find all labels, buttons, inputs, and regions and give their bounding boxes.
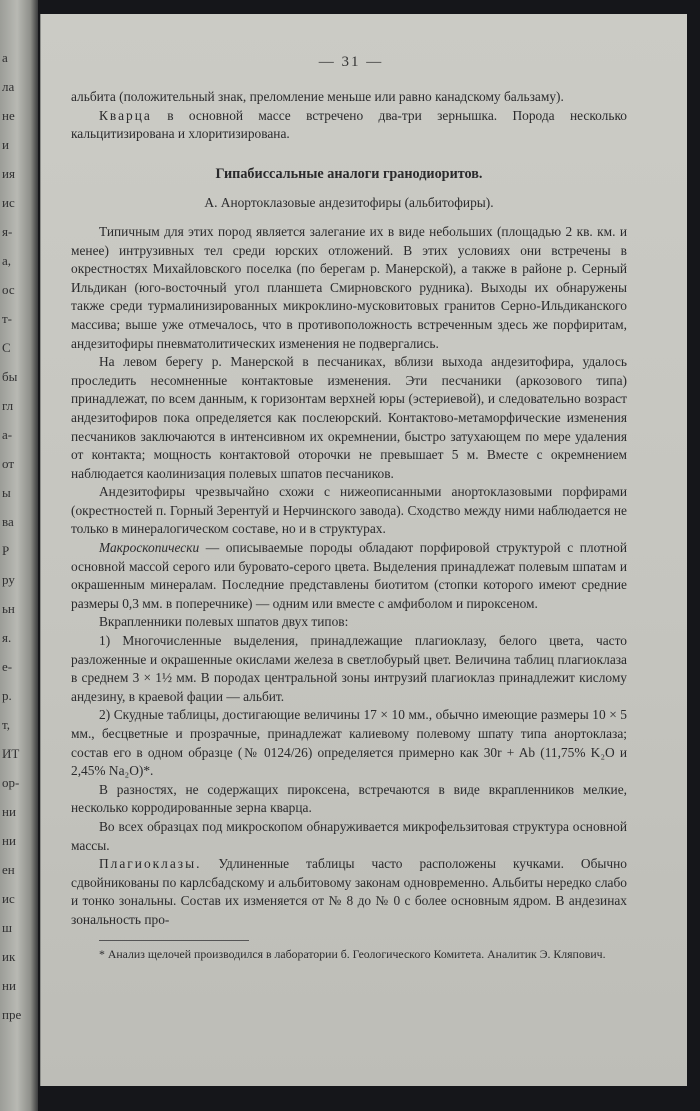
previous-page-fragment: бы — [2, 369, 18, 384]
section-title: Гипабиссальные аналоги гранодиоритов. — [215, 165, 483, 182]
paragraph-quartz — [71, 107, 627, 144]
previous-page-fragment: я. — [2, 630, 12, 645]
previous-page-fragment: ИТ — [2, 746, 20, 761]
footnote-rule — [99, 940, 249, 941]
previous-page-fragment: ьн — [2, 601, 15, 616]
previous-page-fragment: гл — [2, 398, 14, 413]
previous-page-fragment: ен — [2, 862, 15, 877]
previous-page-fragment: ни — [2, 804, 16, 819]
previous-page-fragment: от — [2, 456, 15, 471]
body-paragraph-groundmass: Во всех образцах под микроскопом обнаруживается микрофельзитовая структура основной массы. — [71, 818, 627, 853]
body-paragraph-type-2: 2) Скудные таблицы, достигающие величины 17 × 10 мм., обычно имеющие размеры 10 × 5 мм., бесцветные и прозрачные, принадлежат калиевому полевому шпату типа анортоклаза; состав его в одном образце (№ 0124/26) определяется примерно как 30r + Ab (11,75% K₂O и 2,45% Na₂O)*. — [71, 707, 627, 779]
previous-page-fragment: а, — [2, 253, 12, 268]
previous-page-fragment: я- — [2, 224, 13, 239]
paragraph-quartz-text: в основной массе встречено два-три зернышка. Порода несколько кальцитизирована и хлоритизирована. — [71, 107, 627, 142]
previous-page-fragment: ни — [2, 833, 16, 848]
previous-page-fragment: ла — [2, 79, 15, 94]
previous-page-edge — [0, 0, 38, 1111]
previous-page-fragment: ва — [2, 514, 14, 529]
previous-page-fragment: С — [2, 340, 11, 355]
previous-page-fragment: ни — [2, 978, 16, 993]
previous-page-fragment: а- — [2, 427, 13, 442]
previous-page-fragment: ш — [2, 920, 13, 935]
previous-page-fragment: a — [2, 50, 8, 65]
body-paragraph-macroscopic-text: — описываемые породы обладают порфировой структурой с плотной основной массой серого или буровато-серого цвета. Выделения принадлежат полевым шпатам и окрашенным минералам. Последние представлены биотитом (стопки которого имеют средние размеры 0,3 мм. в поперечнике) — одним или вместе с амфиболом и пироксеном. — [71, 540, 627, 611]
page-content — [71, 88, 627, 962]
previous-page-fragment: Р — [2, 543, 10, 558]
body-paragraph-similarity: Андезитофиры чрезвычайно схожи с нижеописанными анортоклазовыми порфирами (окрестностей п. Горный Зерентуй и Нерчинского завода). Сходство между ними наблюдается не только в минералогическом составе, но и в структурах. — [71, 484, 627, 537]
document-page — [40, 14, 687, 1086]
body-paragraph-contact: На левом берегу р. Манерской в песчаниках, вблизи выхода андезитофира, удалось проследить несомненные контактовые изменения. Эти песчаники (аркозового типа) принадлежат, по всем данным, к горизонтам верхней юры (эстериевой), и следовательно возраст андезитофиров пока определяется как послеюрский. Контактово-метаморфические изменения песчаников заключаются в интенсивном их окремнении, быстро затухающем по мере удаления от контакта; мощность контактовой оторочки не превышает 5 м. Вместе с окремнением наблюдается каолинизация полевых шпатов песчаников. — [71, 354, 627, 481]
previous-page-fragment: ия — [2, 166, 15, 181]
previous-page-fragment: не — [2, 108, 15, 123]
lead-word-plagioclase: Плагиоклазы. — [99, 856, 202, 872]
body-paragraph-type-1: 1) Многочисленные выделения, принадлежащие плагиоклазу, белого цвета, часто разложенные и окрашенные окислами железа в светлобурый цвет. Величина таблиц плагиоклаза в среднем 3 × 1½ мм. В породах центральной зоны интрузий плагиоклаз принадлежит кислому андезину, в краевой фации — альбит. — [71, 633, 627, 704]
previous-page-fragment: ос — [2, 282, 15, 297]
previous-page-fragment: пре — [2, 1007, 22, 1022]
previous-page-fragment: ор- — [2, 775, 20, 790]
previous-page-fragment: р. — [2, 688, 12, 703]
body-paragraph-plagioclase — [71, 855, 627, 929]
previous-page-fragment: е- — [2, 659, 13, 674]
previous-page-fragment: ис — [2, 195, 15, 210]
body-paragraph-feldspar-types: Вкрапленники полевых шпатов двух типов: — [99, 614, 349, 630]
previous-page-fragment: ис — [2, 891, 15, 906]
footnote: * Анализ щелочей производился в лаборатории б. Геологического Комитета. Аналитик Э. Кляпович. — [99, 946, 606, 961]
previous-page-fragment: ик — [2, 949, 16, 964]
body-paragraph-occurrence: Типичным для этих пород является залегание их в виде небольших (площадью 2 кв. км. и менее) интрузивных тел среди юрских отложений. В этих условиях они встречены в окрестностях Михайловского поселка (по берегам р. Манерской), а также в районе р. Серный Ильдикан (юго-восточный угол планшета Смирновского рудника). Выходы их обнаружены также среди турмалинизированных микроклино-мусковитовых гранитов Серно-Ильдиканского массива; выше уже отмечалось, что в противоположность встреченным здесь же порфиритам, андезитофиры пневматолитических изменения не подвергались. — [71, 223, 627, 351]
lead-word-quartz: Кварца — [99, 107, 152, 123]
previous-page-fragment: и — [2, 137, 9, 152]
previous-page-fragment: т- — [2, 311, 13, 326]
page-number: — 31 — — [318, 54, 384, 70]
previous-page-fragment: ру — [2, 572, 15, 587]
previous-page-fragment: ы — [2, 485, 11, 500]
lead-word-macroscopic: Макроскопически — [99, 540, 200, 556]
subsection-title: А. Анортоклазовые андезитофиры (альбитофиры). — [204, 195, 494, 211]
body-paragraph-macroscopic — [71, 539, 627, 613]
paragraph-albite: альбита (положительный знак, преломление меньше или равно канадскому бальзаму). — [71, 89, 564, 104]
previous-page-fragment: т, — [2, 717, 10, 732]
body-paragraph-plagioclase-text: Удлиненные таблицы часто расположены кучками. Обычно сдвойникованы по карлсбадскому и альбитовому законам одновременно. Альбиты нередко слабо и тонко зональны. Состав их изменяется от № 8 до № 0 с более основным ядром. В андезинах зональность про- — [71, 856, 627, 927]
body-paragraph-quartz-grains: В разностях, не содержащих пироксена, встречаются в виде вкрапленников мелкие, несколько корродированные зерна кварца. — [71, 781, 627, 816]
